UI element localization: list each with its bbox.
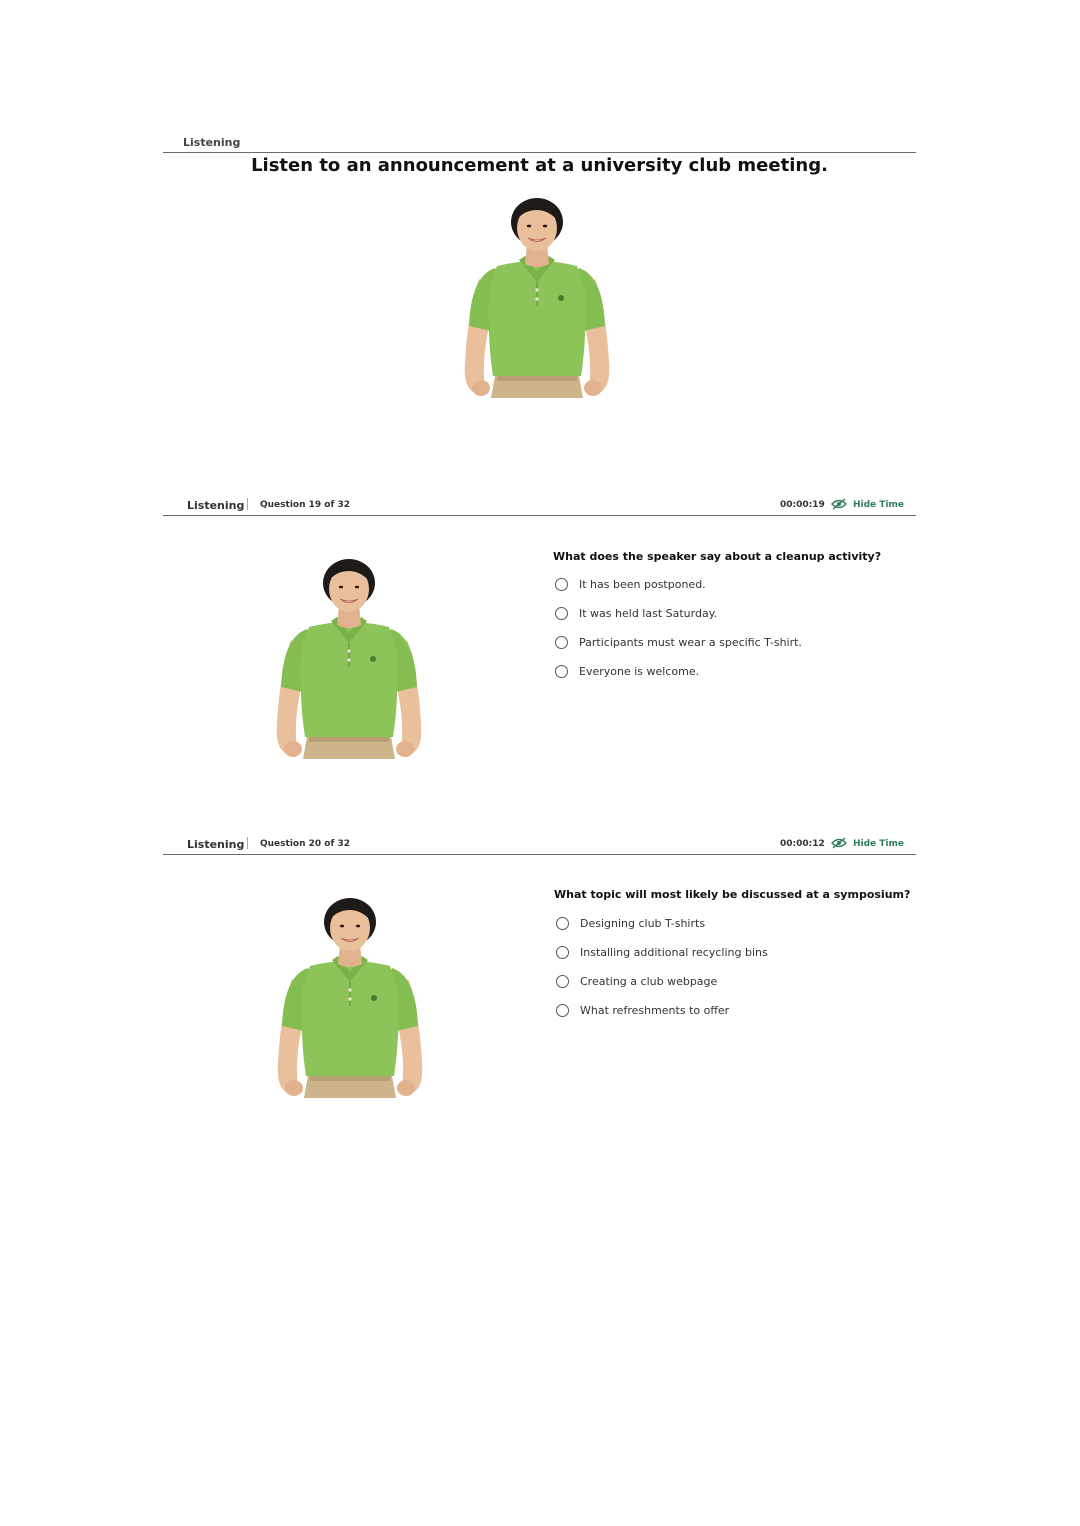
question-counter: Question 20 of 32	[260, 839, 351, 849]
option-label: Designing club T-shirts	[580, 916, 706, 930]
radio-button[interactable]	[555, 665, 568, 678]
answer-option[interactable]	[555, 634, 802, 650]
answer-option[interactable]	[555, 605, 717, 621]
radio-button[interactable]	[555, 578, 568, 591]
hide-time-button[interactable]: Hide Time	[853, 500, 905, 510]
radio-button[interactable]	[556, 975, 569, 988]
speaker-figure	[457, 198, 617, 398]
option-label: It was held last Saturday.	[579, 606, 718, 620]
timer: 00:00:19	[780, 500, 825, 510]
option-label: It has been postponed.	[579, 577, 706, 591]
page-title: Listen to an announcement at a university club meeting.	[251, 155, 828, 176]
answer-option[interactable]	[555, 663, 699, 679]
radio-button[interactable]	[555, 607, 568, 620]
section-label: Listening	[183, 136, 241, 149]
eye-slash-icon[interactable]	[831, 837, 847, 849]
header-divider	[247, 498, 248, 510]
answer-options	[556, 915, 916, 1025]
intro-header	[163, 131, 916, 153]
question-header	[163, 497, 916, 516]
radio-button[interactable]	[555, 636, 568, 649]
option-label: Installing additional recycling bins	[580, 945, 768, 959]
answer-option[interactable]	[556, 973, 717, 989]
option-label: Creating a club webpage	[580, 974, 718, 988]
radio-button[interactable]	[556, 917, 569, 930]
timer: 00:00:12	[780, 839, 825, 849]
option-label: What refreshments to offer	[580, 1003, 730, 1017]
section-label: Listening	[187, 838, 245, 851]
question-text: What does the speaker say about a cleanup activity?	[553, 550, 882, 563]
question-header	[163, 836, 916, 855]
question-text: What topic will most likely be discussed at a symposium?	[554, 888, 911, 901]
answer-option[interactable]	[556, 915, 705, 931]
speaker-figure	[269, 559, 429, 759]
option-label: Everyone is welcome.	[579, 664, 700, 678]
answer-option[interactable]	[556, 1002, 729, 1018]
radio-button[interactable]	[556, 1004, 569, 1017]
question-counter: Question 19 of 32	[260, 500, 351, 510]
answer-options	[555, 576, 915, 686]
hide-time-button[interactable]: Hide Time	[853, 839, 905, 849]
header-divider	[247, 837, 248, 849]
answer-option[interactable]	[555, 576, 706, 592]
answer-option[interactable]	[556, 944, 768, 960]
radio-button[interactable]	[556, 946, 569, 959]
section-label: Listening	[187, 499, 245, 512]
eye-slash-icon[interactable]	[831, 498, 847, 510]
option-label: Participants must wear a specific T-shirt.	[579, 635, 802, 649]
speaker-figure	[270, 898, 430, 1098]
